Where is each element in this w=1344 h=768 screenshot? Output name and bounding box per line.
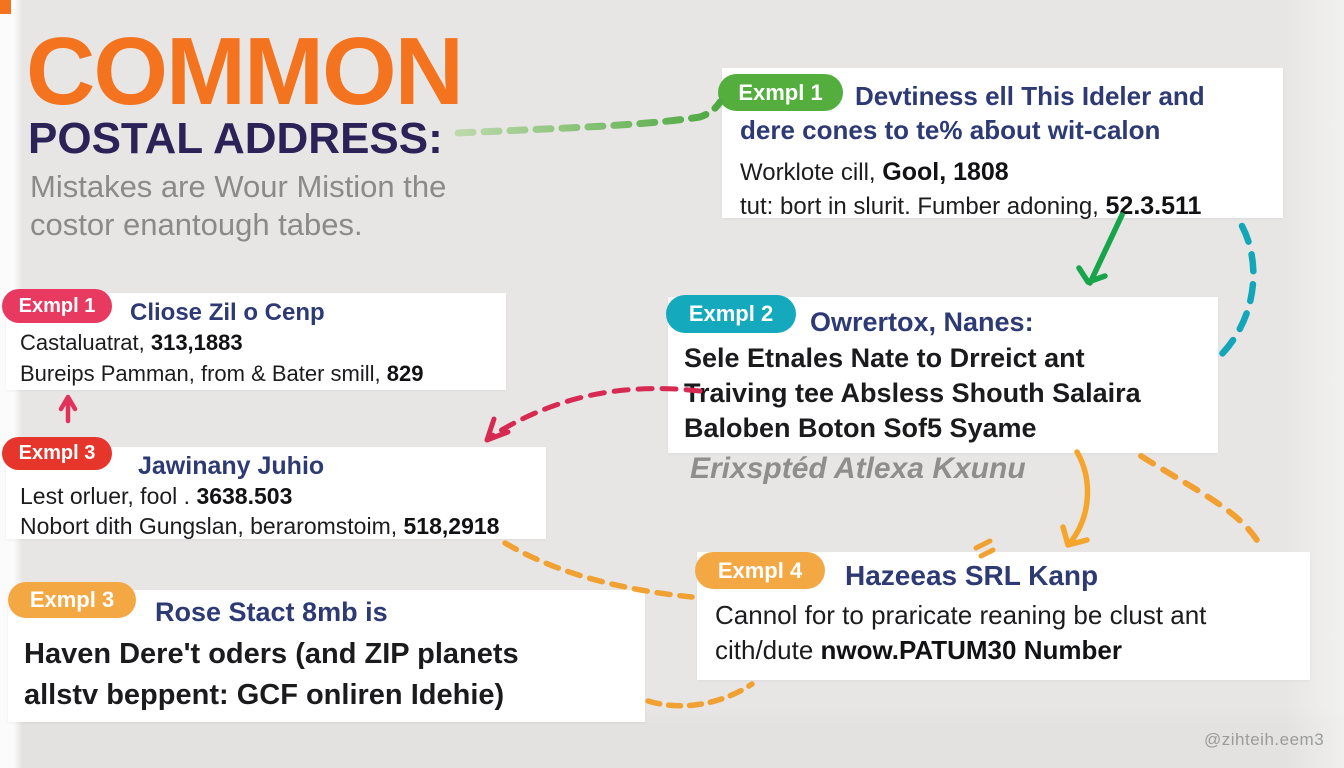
badge-exmpl-3-red: Exmpl 3 (2, 437, 112, 470)
badge-exmpl-1-green: Exmpl 1 (718, 74, 843, 111)
badge-exmpl-1-pink: Exmpl 1 (2, 289, 112, 323)
body-line: Baloben Boton Sof5 Syame (684, 413, 1037, 444)
address-line (740, 189, 1265, 224)
address-line (20, 482, 532, 511)
connector-orange-dashed-bottom (648, 684, 752, 706)
example-box-mid-left (6, 293, 506, 390)
corner-accent (0, 0, 11, 14)
address-line-number: 52.3.511 (1105, 192, 1202, 221)
page-description (30, 168, 446, 244)
example-box-mid-right (668, 297, 1218, 453)
footnote-text: Erixsptéd Atlexa Kxunu (690, 452, 1026, 485)
page-description-line1: Mistakes are Wour Mistion the (30, 169, 447, 204)
example-box-bottom-right (697, 552, 1310, 680)
body-line (715, 598, 1292, 633)
example-box-bottom-left (8, 587, 645, 722)
box-heading: Cliose Zil o Cenp (130, 299, 325, 326)
body-line: Haven Dere't oders (and ZIP planets (24, 638, 519, 670)
connector-title-to-exmpl1-dashed (458, 102, 720, 133)
box-body (740, 155, 1265, 224)
box-body (715, 598, 1292, 668)
address-line-text: Worklote cill, (740, 158, 883, 186)
address-line-number: Gool, 1808 (882, 157, 1009, 186)
connector-orange-arrow (1063, 452, 1087, 545)
box-heading: Jawinany Juhio (138, 452, 325, 480)
badge-exmpl-4: Exmpl 4 (695, 552, 825, 589)
page-subtitle-heading: POSTAL ADDRESS: (28, 114, 443, 163)
connector-green-arrow (1079, 215, 1122, 283)
address-line-number: 313,1883 (150, 330, 243, 355)
box-heading: Rose Stact 8mb is (155, 597, 388, 627)
address-line-text: Bureips Pamman, from & Bater smill, (20, 360, 387, 386)
address-line-text: Nobort dith Gungslan, beraromstoim, (20, 513, 404, 540)
address-line-number: 829 (386, 360, 424, 386)
badge-exmpl-2: Exmpl 2 (666, 295, 796, 333)
address-line (20, 512, 532, 541)
connector-orange-dashed-mid (505, 543, 692, 597)
address-line (20, 360, 492, 389)
badge-exmpl-3-orange: Exmpl 3 (8, 582, 136, 618)
page-title: COMMON (26, 18, 462, 125)
box-heading: Hazeeas SRL Kanp (845, 560, 1099, 591)
body-line-number: nwow.PATUM30 Number (820, 635, 1122, 666)
example-box-top-right (722, 68, 1283, 221)
box-body (24, 634, 629, 715)
connector-pink-arrowhead (487, 419, 508, 440)
watermark: @zihteih.eem3 (1204, 730, 1325, 749)
address-line-number: 518,2918 (403, 513, 500, 540)
connector-teal-dashed (1219, 226, 1253, 357)
body-line-text: cith/dute (715, 635, 821, 666)
body-line: allstv beppent: GCF onliren Idehie) (24, 678, 505, 711)
address-line-text: Lest orluer, fool . (20, 483, 197, 509)
address-line-number: 3638.503 (196, 483, 293, 509)
body-line (715, 633, 1292, 668)
box-heading-line1: Devtiness ell This Ideler and (855, 81, 1205, 111)
connector-orange-dashed-right (1141, 456, 1262, 549)
box-heading-line2: dere cones to te% aƃout wit-calon (740, 115, 1161, 146)
box-heading: Owrertox, Nanes: (810, 307, 1034, 337)
page-description-line2: costor enantough tabes. (30, 206, 363, 242)
example-box-lower-left (6, 442, 546, 540)
body-line: Sele Etnales Nate to Drreict ant (684, 343, 1085, 373)
address-line-text: tut: bort in slurit. Fumber adoning, (740, 193, 1106, 221)
body-line-text: Cannol for to praricate reaning be clust ant (715, 600, 1207, 630)
connector-pink-up-arrow (61, 397, 75, 421)
address-line (20, 329, 492, 358)
address-line-text: Castaluatrat, (20, 330, 151, 355)
body-line: Traiving tee Absless Shouth Salaira (684, 378, 1141, 409)
address-line (740, 155, 1265, 190)
box-body (684, 341, 1202, 446)
